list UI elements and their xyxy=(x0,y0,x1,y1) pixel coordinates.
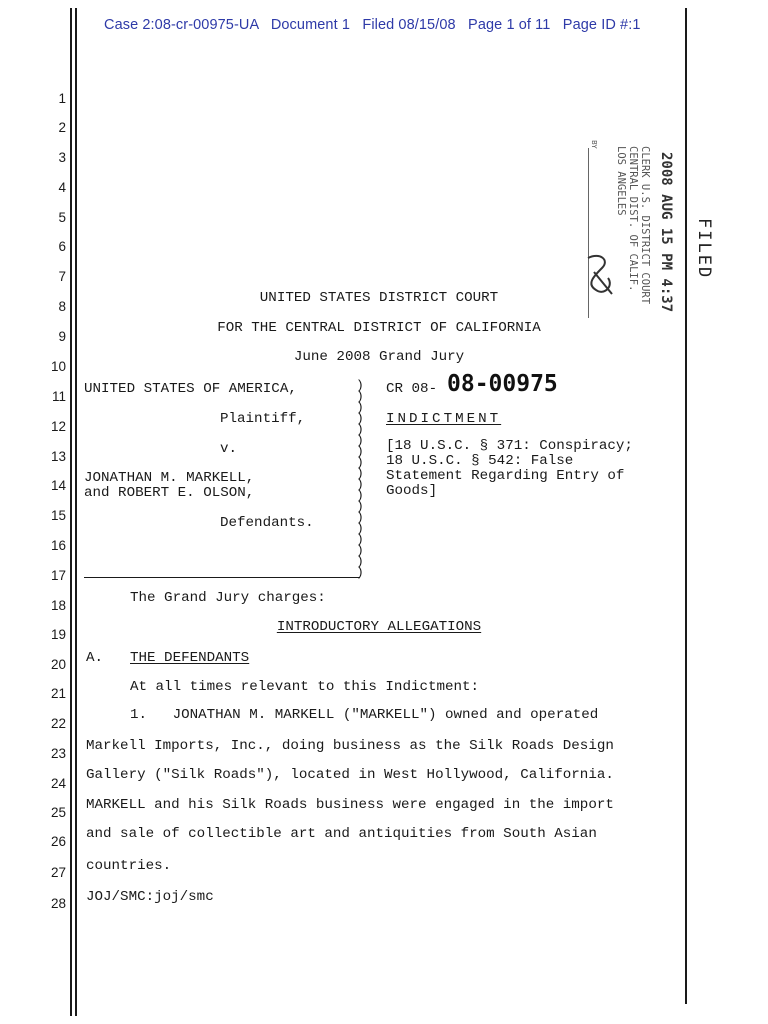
caption-paren-column: ) ) ) ) ) ) ) ) ) ) ) ) ) ) ) ) ) ) xyxy=(356,378,364,580)
court-district: FOR THE CENTRAL DISTRICT OF CALIFORNIA xyxy=(217,320,541,336)
line-number: 20 xyxy=(50,657,66,672)
charges-line-1: [18 U.S.C. § 371: Conspiracy; xyxy=(386,438,633,454)
defendant-role: Defendants. xyxy=(220,515,314,531)
line-number: 13 xyxy=(50,449,66,464)
charges-line-2: 18 U.S.C. § 542: False xyxy=(386,453,574,469)
left-margin-rule xyxy=(70,8,72,1016)
paragraph-1-line-3: Gallery ("Silk Roads"), located in West Hollywood, California. xyxy=(86,767,614,783)
relevant-times: At all times relevant to this Indictment: xyxy=(130,679,480,695)
paragraph-1-line-6: countries. xyxy=(86,858,172,874)
grand-jury-charges: The Grand Jury charges: xyxy=(130,590,326,606)
clerk-stamp-line-1: CLERK U.S. DISTRICT COURT xyxy=(639,146,651,305)
line-number: 3 xyxy=(58,150,66,165)
line-number: 22 xyxy=(50,716,66,731)
subsection-letter: A. xyxy=(86,650,104,666)
caption-underline xyxy=(84,577,360,578)
line-number: 26 xyxy=(50,834,66,849)
left-margin-rule-inner xyxy=(75,8,77,1016)
charges-line-4: Goods] xyxy=(386,483,438,499)
line-number: 18 xyxy=(50,598,66,613)
defendant-1: JONATHAN M. MARKELL, xyxy=(84,470,255,486)
plaintiff-role: Plaintiff, xyxy=(220,411,306,427)
line-number: 6 xyxy=(58,239,66,254)
line-number: 1 xyxy=(58,91,66,106)
line-number: 17 xyxy=(50,568,66,583)
paragraph-1-line-1: 1. JONATHAN M. MARKELL ("MARKELL") owned and operated xyxy=(130,707,599,723)
line-number: 24 xyxy=(50,776,66,791)
paragraph-1-line-4: MARKELL and his Silk Roads business were engaged in the import xyxy=(86,797,614,813)
line-number: 19 xyxy=(50,627,66,642)
line-number: 11 xyxy=(51,389,66,404)
clerk-stamp-line-2: CENTRAL DIST. OF CALIF. xyxy=(627,146,639,292)
line-number: 7 xyxy=(58,269,66,284)
court-name: UNITED STATES DISTRICT COURT xyxy=(259,290,499,306)
line-number: 5 xyxy=(58,210,66,225)
defendant-2: and ROBERT E. OLSON, xyxy=(84,485,255,501)
grand-jury-term: June 2008 Grand Jury xyxy=(293,349,465,365)
line-number: 28 xyxy=(50,896,66,911)
ecf-header: Case 2:08-cr-00975-UA Document 1 Filed 08/15/08 Page 1 of 11 Page ID #:1 xyxy=(104,17,641,33)
line-number: 15 xyxy=(50,508,66,523)
paragraph-1-line-5: and sale of collectible art and antiquities from South Asian xyxy=(86,826,597,842)
line-number: 8 xyxy=(58,299,66,314)
line-number: 9 xyxy=(58,329,66,344)
case-number: 08-00975 xyxy=(447,371,558,397)
line-number: 23 xyxy=(50,746,66,761)
line-number: 12 xyxy=(50,419,66,434)
clerk-stamp-line-3: LOS ANGELES xyxy=(615,146,627,216)
filed-date-stamp: 2008 AUG 15 PM 4:37 xyxy=(658,152,674,313)
plaintiff-name: UNITED STATES OF AMERICA, xyxy=(84,381,297,397)
line-number: 27 xyxy=(50,865,66,880)
line-number: 16 xyxy=(50,538,66,553)
filed-stamp: FILED xyxy=(694,218,714,280)
line-number: 21 xyxy=(50,686,66,701)
line-number: 10 xyxy=(50,359,66,374)
paragraph-1-line-2: Markell Imports, Inc., doing business as the Silk Roads Design xyxy=(86,738,614,754)
versus: v. xyxy=(220,441,238,457)
right-margin-rule xyxy=(685,8,687,1004)
section-heading: INTRODUCTORY ALLEGATIONS xyxy=(276,619,482,635)
subsection-title: THE DEFENDANTS xyxy=(130,650,250,666)
case-prefix: CR 08- xyxy=(386,381,438,397)
line-number: 4 xyxy=(58,180,66,195)
line-number: 2 xyxy=(58,120,66,135)
attorney-initials: JOJ/SMC:joj/smc xyxy=(86,889,214,905)
document-type: INDICTMENT xyxy=(386,411,502,427)
stamp-by-label: BY xyxy=(590,140,598,149)
charges-line-3: Statement Regarding Entry of xyxy=(386,468,625,484)
line-number: 14 xyxy=(50,478,66,493)
line-number: 25 xyxy=(50,805,66,820)
